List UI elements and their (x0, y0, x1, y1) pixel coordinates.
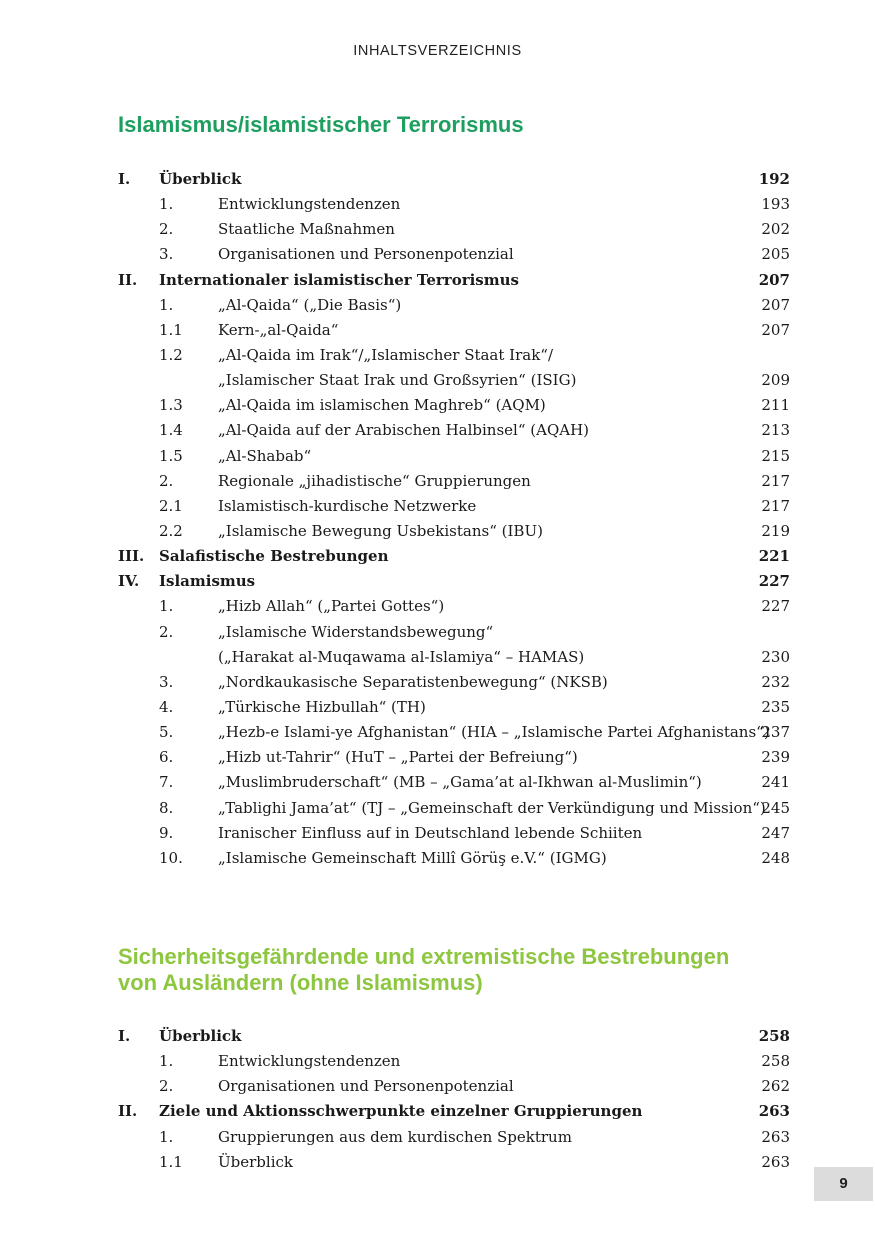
toc-entry-text: Islamistisch-kurdische Netzwerke (218, 496, 477, 515)
toc-entry-page: 245 (761, 798, 790, 817)
toc-entry-text: Überblick (159, 170, 242, 188)
toc-entry-page: 219 (761, 521, 790, 540)
toc-entry[interactable] (118, 846, 790, 871)
toc-entry-number: 2.2 (159, 521, 183, 540)
toc-entry[interactable] (118, 796, 790, 821)
toc-entry-text: „Islamische Widerstandsbewegung“ (218, 622, 494, 641)
toc-entry-page: 205 (761, 245, 790, 264)
toc-entry-text: „Al-Qaida“ („Die Basis“) (218, 295, 402, 314)
toc-entry-number: 1. (159, 597, 174, 616)
toc-entry-page: 193 (761, 195, 790, 214)
toc-entry-page: 258 (761, 1052, 790, 1071)
toc-entry-text: „Al-Qaida auf der Arabischen Halbinsel“ (AQAH) (218, 421, 590, 440)
toc-entry[interactable] (118, 569, 790, 594)
toc-entry-text: Regionale „jihadistische“ Gruppierungen (218, 471, 531, 490)
toc-entry[interactable] (118, 242, 790, 267)
toc-entry[interactable] (118, 1074, 790, 1099)
toc-entry[interactable] (118, 192, 790, 217)
toc-entry-text: „Hizb ut-Tahrir“ (HuT – „Partei der Befreiung“) (218, 748, 578, 767)
toc-entry-text: „Al-Shabab“ (218, 446, 312, 465)
toc-entry-text: Gruppierungen aus dem kurdischen Spektrum (218, 1127, 572, 1146)
toc-entry[interactable] (118, 670, 790, 695)
toc-entry[interactable] (118, 1024, 790, 1049)
section-title-auslaender: Sicherheitsgefährdende und extremistische Bestrebungen von Ausländern (ohne Islamismus) (118, 944, 730, 995)
toc-entry-page: 202 (761, 220, 790, 239)
toc-entry-text: „Hezb-e Islami-ye Afghanistan“ (HIA – „Islamische Partei Afghanistans“) (218, 723, 770, 742)
toc-list-islamismus (118, 167, 790, 871)
toc-entry-page: 247 (761, 823, 790, 842)
toc-entry[interactable] (118, 393, 790, 418)
toc-entry-number: 1. (159, 195, 174, 214)
toc-entry-number: 2. (159, 622, 174, 641)
toc-entry-number: IV. (118, 572, 140, 591)
page-number-tab: 9 (814, 1167, 873, 1201)
toc-entry-number: III. (118, 547, 145, 566)
toc-entry-text: Ziele und Aktionsschwerpunkte einzelner Gruppierungen (159, 1102, 643, 1121)
toc-entry-text: Kern-„al-Qaida“ (218, 320, 339, 339)
toc-entry-text: Organisationen und Personenpotenzial (218, 1077, 514, 1096)
toc-entry-text: Überblick (159, 1027, 242, 1045)
toc-entry[interactable] (118, 745, 790, 770)
toc-entry-text: Iranischer Einfluss auf in Deutschland lebende Schiiten (218, 823, 643, 842)
toc-entry-number: 8. (159, 798, 174, 817)
toc-entry-page: 227 (758, 572, 790, 591)
toc-entry-number: 1. (159, 295, 174, 314)
toc-entry[interactable] (118, 1125, 790, 1150)
toc-entry-number: 1.4 (159, 421, 183, 440)
toc-entry-text: „Tablighi Jama’at“ (TJ – „Gemeinschaft der Verkündigung und Mission“) (218, 798, 766, 817)
section-title-islamismus: Islamismus/islamistischer Terrorismus (118, 112, 524, 137)
toc-entry-text: Staatliche Maßnahmen (218, 220, 395, 239)
toc-entry-text: Internationaler islamistischer Terrorismus (159, 270, 519, 289)
toc-entry-page: 207 (758, 270, 790, 289)
toc-entry[interactable] (118, 770, 790, 795)
toc-entry[interactable] (118, 293, 790, 318)
toc-entry-page: 263 (761, 1127, 790, 1146)
toc-entry[interactable] (118, 343, 790, 368)
toc-entry-number: 1.2 (159, 345, 183, 364)
toc-entry-text: Salafistische Bestrebungen (159, 547, 389, 566)
toc-entry-number: 1.1 (159, 320, 183, 339)
toc-entry-page: 232 (761, 672, 790, 691)
toc-entry-number: 1.1 (159, 1152, 183, 1171)
toc-entry-text: „Al-Qaida im Irak“/„Islamischer Staat Irak“/ (218, 345, 554, 364)
toc-list-auslaender (118, 1024, 790, 1175)
toc-entry-page: 192 (758, 170, 790, 188)
toc-entry-number: 5. (159, 723, 174, 742)
toc-entry-text: „Islamischer Staat Irak und Großsyrien“ (ISIG) (218, 371, 577, 390)
toc-entry-page: 211 (761, 396, 790, 415)
toc-entry-number: II. (118, 270, 138, 289)
toc-entry-page: 213 (761, 421, 790, 440)
toc-entry-text: Entwicklungstendenzen (218, 195, 401, 214)
toc-entry-page: 207 (761, 295, 790, 314)
toc-entry-number: 1. (159, 1052, 174, 1071)
toc-entry-page: 207 (761, 320, 790, 339)
toc-entry-page: 221 (758, 547, 790, 566)
toc-entry-text: („Harakat al-Muqawama al-Islamiya“ – HAMAS) (218, 647, 585, 666)
toc-entry[interactable] (118, 418, 790, 443)
toc-entry[interactable] (118, 1049, 790, 1074)
toc-entry[interactable] (118, 620, 790, 645)
toc-entry[interactable] (118, 594, 790, 619)
toc-entry-number: II. (118, 1102, 138, 1121)
toc-entry[interactable] (118, 519, 790, 544)
toc-entry-text: „Muslimbruderschaft“ (MB – „Gama’at al-Ikhwan al-Muslimin“) (218, 773, 702, 792)
toc-entry-text: „Al-Qaida im islamischen Maghreb“ (AQM) (218, 396, 546, 415)
toc-entry-number: 9. (159, 823, 174, 842)
toc-entry-page: 235 (761, 697, 790, 716)
toc-entry-page: 227 (761, 597, 790, 616)
toc-entry[interactable] (118, 695, 790, 720)
toc-entry-number: 2. (159, 471, 174, 490)
toc-entry[interactable] (118, 544, 790, 569)
toc-entry-number: 2.1 (159, 496, 183, 515)
toc-entry[interactable] (118, 318, 790, 343)
toc-entry-page: 217 (761, 471, 790, 490)
toc-entry-text: Organisationen und Personenpotenzial (218, 245, 514, 264)
toc-entry-text: „Türkische Hizbullah“ (TH) (218, 697, 426, 716)
toc-entry-number: 6. (159, 748, 174, 767)
toc-entry-page: 263 (758, 1102, 790, 1121)
toc-entry-number: I. (118, 170, 131, 188)
toc-entry-number: 2. (159, 1077, 174, 1096)
toc-entry-page: 263 (761, 1152, 790, 1171)
toc-entry-page: 217 (761, 496, 790, 515)
toc-entry-number: 3. (159, 672, 174, 691)
toc-entry-number: 4. (159, 697, 174, 716)
toc-entry-page: 239 (761, 748, 790, 767)
toc-entry-text: „Islamische Gemeinschaft Millî Görüş e.V.“ (IGMG) (218, 848, 607, 867)
toc-entry[interactable] (118, 645, 790, 670)
toc-entry[interactable] (118, 368, 790, 393)
toc-entry-page: 209 (761, 371, 790, 390)
toc-entry-text: „Hizb Allah“ („Partei Gottes“) (218, 597, 445, 616)
toc-entry-number: 7. (159, 773, 174, 792)
toc-entry-number: 1. (159, 1127, 174, 1146)
toc-entry-number: 1.3 (159, 396, 183, 415)
toc-entry[interactable] (118, 1150, 790, 1175)
toc-entry-text: „Nordkaukasische Separatistenbewegung“ (NKSB) (218, 672, 608, 691)
toc-entry-text: Islamismus (159, 572, 256, 591)
toc-entry[interactable] (118, 720, 790, 745)
toc-entry-number: I. (118, 1027, 131, 1045)
toc-entry-page: 215 (761, 446, 790, 465)
toc-entry[interactable] (118, 268, 790, 293)
toc-entry-page: 230 (761, 647, 790, 666)
toc-entry-number: 1.5 (159, 446, 183, 465)
toc-entry[interactable] (118, 167, 790, 192)
toc-entry-page: 241 (761, 773, 790, 792)
toc-entry[interactable] (118, 469, 790, 494)
toc-entry-text: „Islamische Bewegung Usbekistans“ (IBU) (218, 521, 543, 540)
toc-entry[interactable] (118, 494, 790, 519)
toc-entry-number: 2. (159, 220, 174, 239)
toc-entry[interactable] (118, 444, 790, 469)
toc-entry-page: 248 (761, 848, 790, 867)
toc-entry[interactable] (118, 1099, 790, 1124)
toc-entry-page: 258 (758, 1027, 790, 1045)
toc-entry-page: 262 (761, 1077, 790, 1096)
toc-entry-page: 237 (761, 723, 790, 742)
toc-entry[interactable] (118, 821, 790, 846)
toc-entry-number: 3. (159, 245, 174, 264)
running-head: INHALTSVERZEICHNIS (353, 43, 522, 59)
toc-entry-text: Entwicklungstendenzen (218, 1052, 401, 1071)
toc-entry-text: Überblick (218, 1152, 293, 1171)
toc-entry[interactable] (118, 217, 790, 242)
toc-entry-number: 10. (159, 848, 183, 867)
